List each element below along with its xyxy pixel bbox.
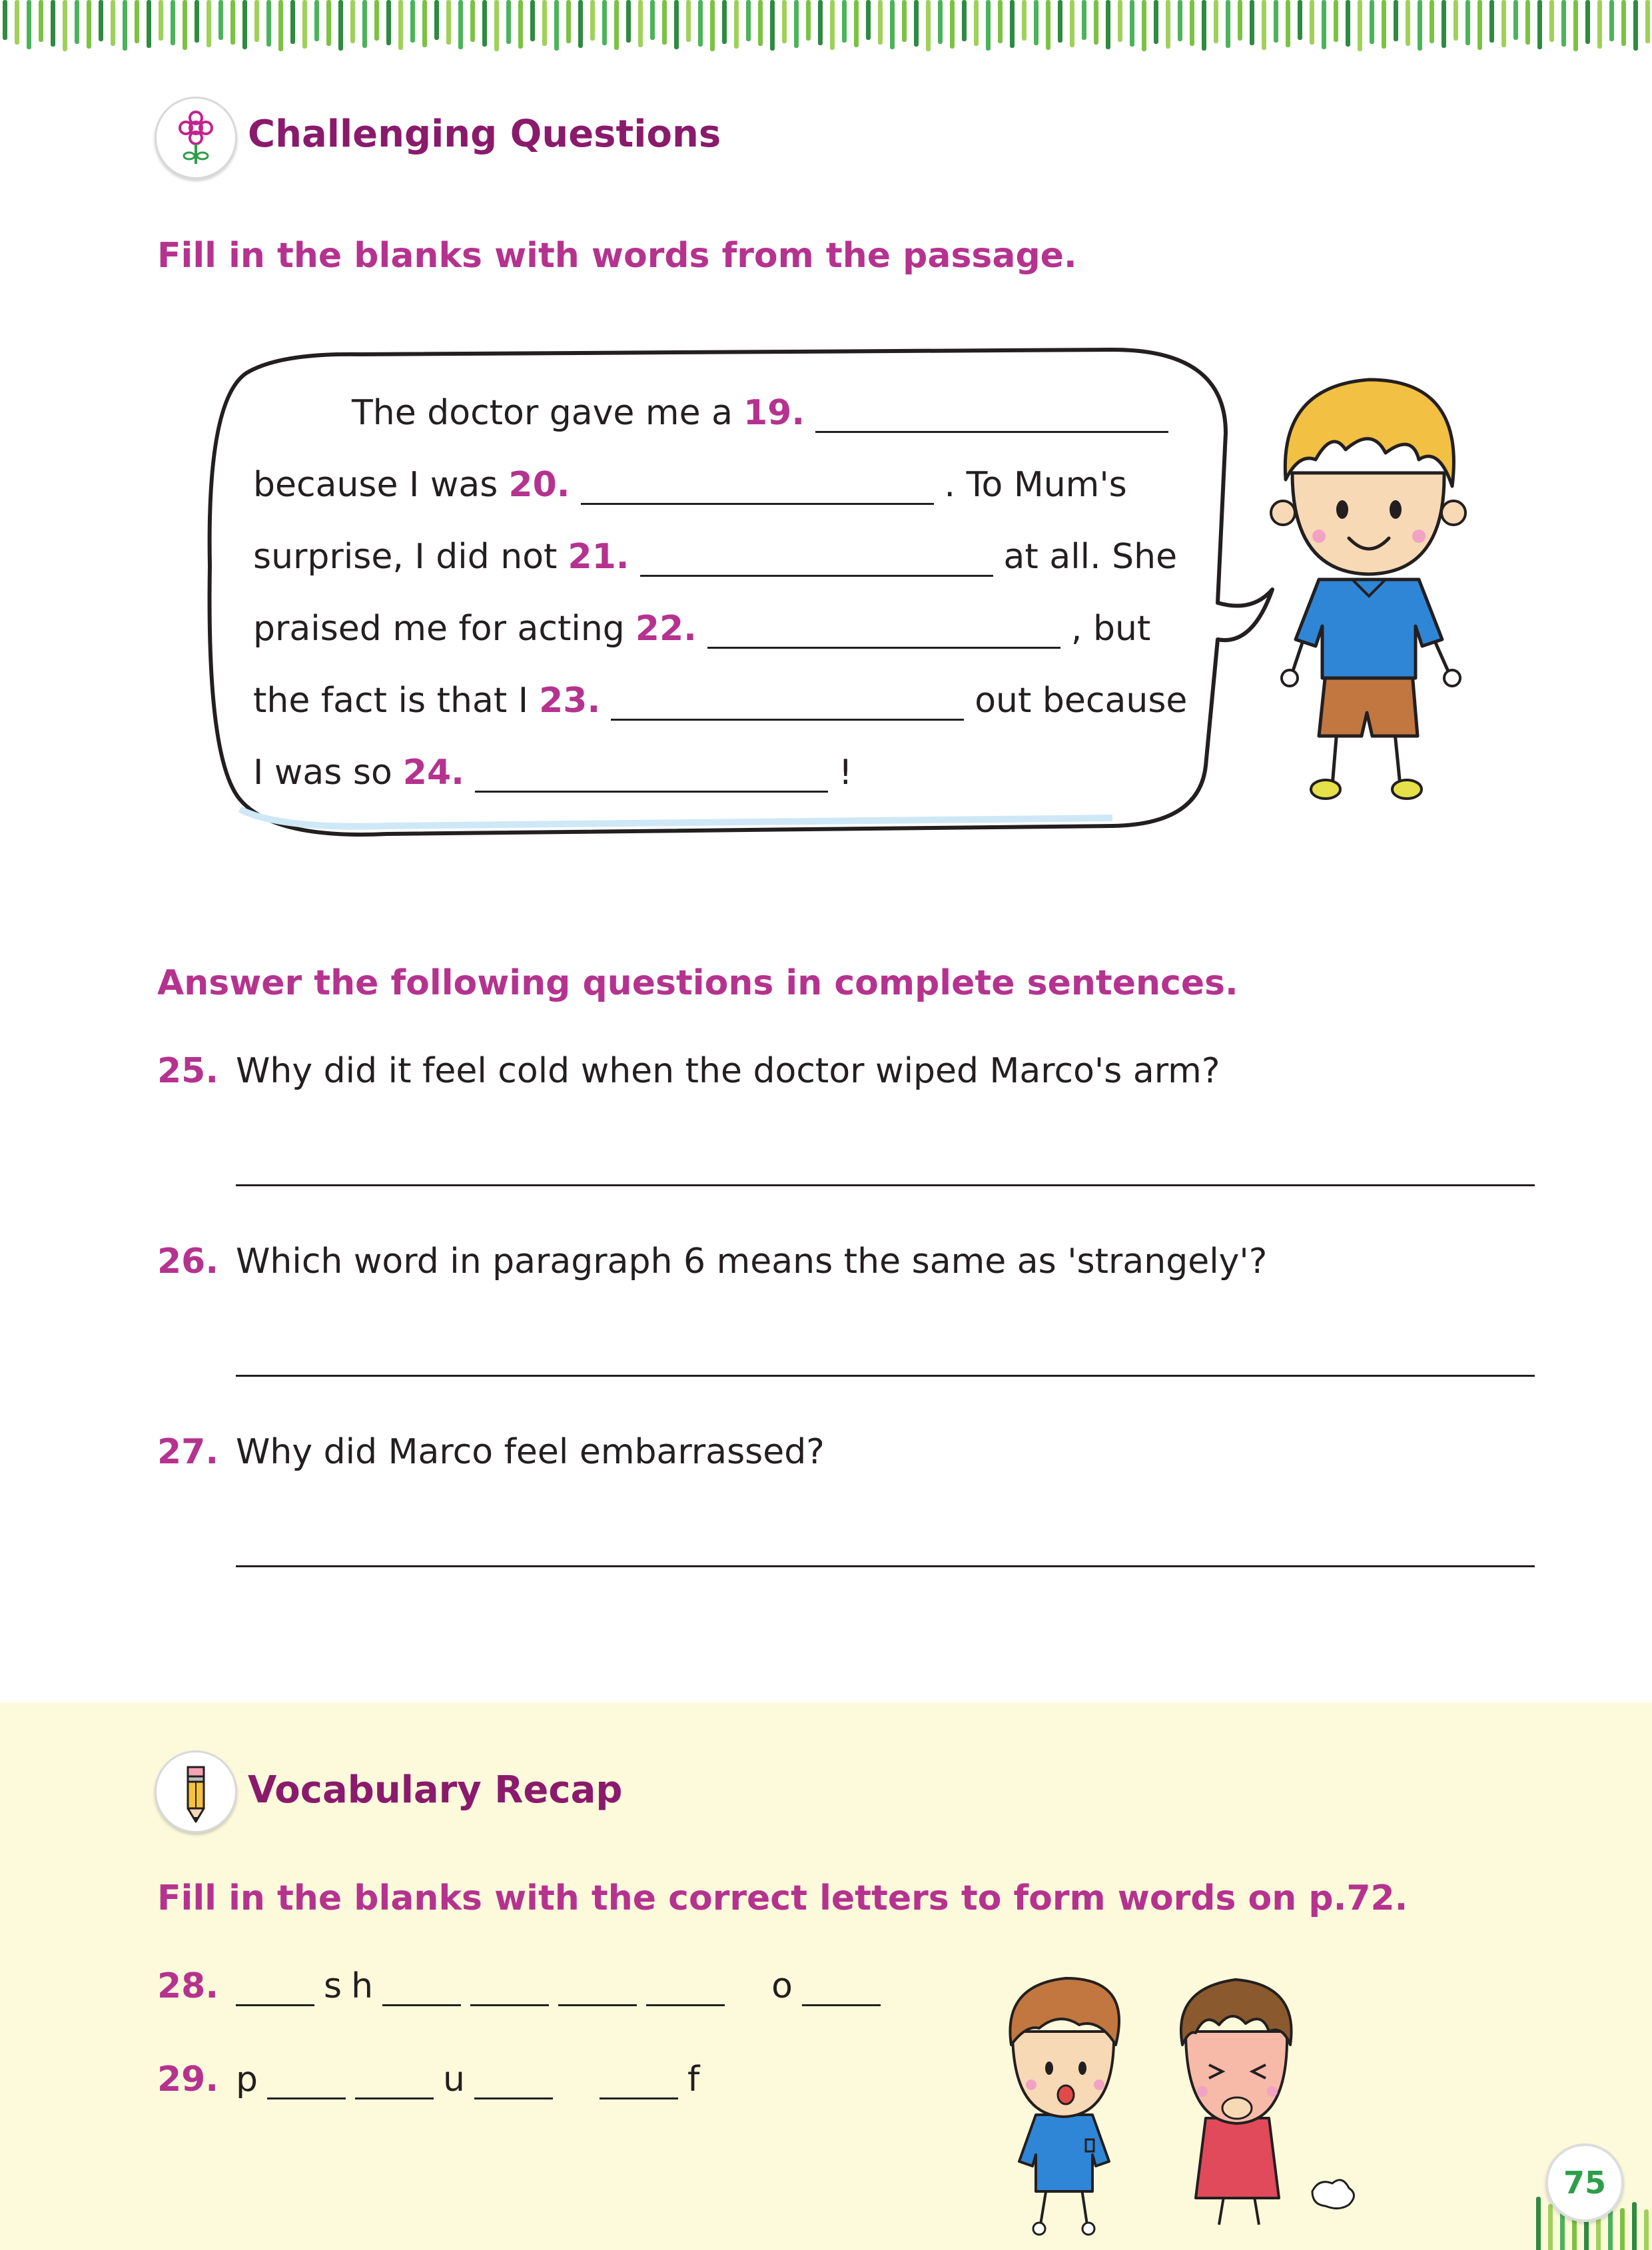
bubble-line-1	[352, 393, 1168, 433]
stripe	[1250, 0, 1254, 45]
stripe	[950, 0, 955, 49]
stripe	[51, 0, 55, 47]
question-number: 24.	[402, 753, 464, 793]
stripe	[458, 0, 463, 49]
stripe	[1190, 0, 1194, 46]
stripe	[1202, 0, 1206, 51]
question-number-28: 28.	[157, 1966, 219, 2006]
blank-23[interactable]	[611, 687, 964, 721]
stripe	[398, 0, 403, 50]
question-text-25: Why did it feel cold when the doctor wiped Marco's arm?	[236, 1051, 1220, 1091]
flower-icon	[155, 97, 237, 179]
stripe	[87, 0, 91, 49]
question-number-25: 25.	[157, 1051, 219, 1091]
stripe	[218, 0, 223, 40]
stripe	[362, 0, 367, 48]
stripe	[986, 0, 991, 51]
stripe	[866, 0, 871, 40]
bubble-text: out because	[975, 681, 1188, 721]
stripe	[338, 0, 343, 51]
stripe	[734, 0, 739, 49]
stripe	[111, 0, 115, 46]
stripe	[902, 0, 907, 42]
stripe	[1442, 0, 1446, 48]
letter-blank[interactable]	[558, 1974, 637, 2006]
stripe	[1322, 0, 1326, 49]
given-letter: s	[324, 1966, 342, 2006]
stripe	[1178, 0, 1182, 41]
stripe	[602, 0, 607, 45]
stripe	[254, 0, 259, 42]
answer-line-26[interactable]	[236, 1375, 1535, 1377]
stripe	[1382, 0, 1386, 49]
instruction-fill-blanks: Fill in the blanks with words from the passage.	[157, 236, 1077, 276]
stripe	[75, 0, 79, 44]
letter-blank[interactable]	[600, 2067, 678, 2099]
stripe	[123, 0, 127, 51]
stripe	[266, 0, 271, 47]
stripe	[674, 0, 679, 49]
stripe	[3, 0, 7, 40]
stripe	[854, 0, 859, 47]
bubble-line-4	[253, 609, 1150, 649]
stripe	[1609, 0, 1614, 41]
question-number: 20.	[508, 465, 570, 505]
bubble-text: praised me for acting	[253, 609, 625, 649]
stripe	[566, 0, 571, 43]
stripe	[1106, 0, 1110, 49]
stripe	[542, 0, 547, 46]
letter-blank[interactable]	[802, 1974, 881, 2006]
question-number: 21.	[568, 537, 629, 577]
stripe	[1597, 0, 1602, 49]
stripe	[147, 0, 151, 48]
stripe	[818, 0, 823, 45]
word-puzzle-28	[236, 1966, 890, 2006]
stripe	[794, 0, 799, 48]
stripe	[1430, 0, 1434, 43]
bubble-line-2	[253, 465, 1127, 505]
given-letter: o	[771, 1966, 793, 2006]
stripe	[446, 0, 451, 45]
stripe	[1489, 0, 1494, 43]
stripe	[314, 0, 319, 41]
stripe	[350, 0, 355, 43]
blank-20[interactable]	[581, 471, 934, 505]
stripe	[99, 0, 103, 41]
stripe	[1644, 2209, 1649, 2250]
bubble-line-3	[253, 537, 1177, 577]
stripe	[590, 0, 595, 41]
bubble-text: because I was	[253, 465, 498, 505]
question-text-26: Which word in paragraph 6 means the same as 'strangely'?	[236, 1242, 1268, 1282]
stripe	[1477, 0, 1482, 50]
question-number: 19.	[743, 393, 805, 433]
stripe	[15, 0, 19, 45]
page-number: 75	[1545, 2143, 1624, 2222]
stripe	[1561, 0, 1566, 47]
stripe	[1537, 0, 1542, 49]
letter-blank[interactable]	[267, 2067, 346, 2099]
stripe	[614, 0, 619, 50]
stripe	[686, 0, 691, 42]
stripe	[63, 0, 67, 51]
stripe	[39, 0, 43, 42]
section-title-challenging: Challenging Questions	[248, 113, 721, 156]
letter-blank[interactable]	[470, 1974, 549, 2006]
letter-blank[interactable]	[382, 1974, 461, 2006]
stripe	[758, 0, 763, 46]
stripe	[890, 0, 895, 49]
stripe	[1358, 0, 1362, 51]
pencil-icon	[155, 1750, 237, 1833]
stripe	[998, 0, 1003, 43]
stripe	[782, 0, 787, 43]
bubble-text: The doctor gave me a	[352, 393, 733, 433]
blank-19[interactable]	[815, 399, 1168, 433]
given-letter: f	[687, 2060, 700, 2099]
letter-blank[interactable]	[646, 1974, 725, 2006]
stripe	[806, 0, 811, 41]
bubble-text: surprise, I did not	[253, 537, 558, 577]
stripe	[938, 0, 943, 44]
stripe	[746, 0, 751, 41]
word-puzzle-29	[236, 2060, 709, 2099]
bubble-line-5	[253, 681, 1187, 721]
stripe	[1406, 0, 1410, 46]
stripe	[1620, 2208, 1625, 2250]
stripe	[842, 0, 847, 43]
question-text-27: Why did Marco feel embarrassed?	[236, 1432, 825, 1472]
stripe	[926, 0, 931, 51]
stripe	[410, 0, 415, 43]
stripe	[230, 0, 235, 45]
stripe	[1453, 0, 1458, 41]
stripe	[1549, 0, 1554, 42]
stripe	[578, 0, 583, 48]
stripe	[878, 0, 883, 45]
stripe	[206, 0, 211, 47]
question-number: 23.	[539, 681, 601, 721]
stripe	[1166, 0, 1170, 49]
stripe	[626, 0, 631, 43]
stripe	[1034, 0, 1038, 45]
stripe	[1525, 0, 1530, 45]
question-number-29: 29.	[157, 2060, 219, 2099]
stripe	[1022, 0, 1027, 41]
bubble-text: I was so	[253, 753, 392, 793]
bubble-text: at all. She	[1003, 537, 1178, 577]
stripe	[1298, 0, 1302, 40]
given-letter: u	[443, 2060, 465, 2099]
stripe	[1418, 0, 1422, 51]
stripe	[1142, 0, 1146, 51]
stripe	[638, 0, 643, 47]
stripe	[554, 0, 559, 51]
stripe	[1118, 0, 1122, 42]
stripe	[482, 0, 487, 47]
top-stripe-border	[0, 0, 1652, 53]
boy-illustration	[1252, 360, 1492, 813]
stripe	[1262, 0, 1266, 50]
letter-blank[interactable]	[474, 2067, 553, 2099]
stripe	[1632, 2202, 1637, 2250]
stripe	[1070, 0, 1074, 47]
stripe	[1536, 2197, 1541, 2250]
stripe	[1370, 0, 1374, 44]
answer-line-27[interactable]	[236, 1565, 1535, 1567]
stripe	[135, 0, 139, 43]
stripe	[830, 0, 835, 50]
stripe	[1286, 0, 1290, 47]
stripe	[1621, 0, 1626, 46]
stripe	[1082, 0, 1086, 40]
stripe	[171, 0, 175, 45]
stripe	[1633, 0, 1638, 51]
bubble-text: the fact is that I	[253, 681, 529, 721]
stripe	[494, 0, 499, 51]
stripe	[1394, 0, 1398, 41]
stripe	[1346, 0, 1350, 47]
stripe	[1058, 0, 1062, 43]
stripe	[1548, 2204, 1553, 2250]
blank-22[interactable]	[707, 615, 1060, 649]
section-title-vocabulary: Vocabulary Recap	[248, 1768, 623, 1812]
question-number-26: 26.	[157, 1242, 219, 1282]
stripe	[1214, 0, 1218, 43]
stripe	[1226, 0, 1230, 48]
bubble-text: !	[838, 753, 853, 793]
answer-line-25[interactable]	[236, 1184, 1535, 1186]
question-number: 22.	[635, 609, 697, 649]
stripe	[470, 0, 475, 42]
stripe	[1130, 0, 1134, 47]
stripe	[710, 0, 715, 51]
stripe	[326, 0, 331, 46]
letter-blank[interactable]	[355, 2067, 434, 2099]
stripe	[1238, 0, 1242, 41]
given-letter: p	[236, 2060, 258, 2099]
stripe	[974, 0, 979, 46]
stripe	[302, 0, 307, 49]
bubble-text: , but	[1070, 609, 1151, 649]
stripe	[1334, 0, 1338, 42]
stripe	[1573, 0, 1578, 51]
stripe	[1046, 0, 1050, 50]
stripe	[770, 0, 775, 51]
stripe	[1465, 0, 1470, 45]
blank-21[interactable]	[640, 543, 993, 577]
stripe	[698, 0, 703, 47]
stripe	[506, 0, 511, 44]
stripe	[1010, 0, 1015, 48]
stripe	[962, 0, 967, 41]
stripe	[662, 0, 667, 45]
stripe	[1645, 0, 1650, 43]
stripe	[650, 0, 655, 40]
stripe	[1154, 0, 1158, 44]
stripe	[1310, 0, 1314, 45]
stripe	[722, 0, 727, 44]
stripe	[422, 0, 427, 47]
stripe	[183, 0, 187, 50]
stripe	[159, 0, 163, 41]
stripe	[195, 0, 199, 43]
two-kids-illustration	[999, 1972, 1372, 2238]
stripe	[374, 0, 379, 41]
stripe	[1501, 0, 1506, 47]
bubble-line-6	[253, 753, 853, 793]
bubble-text: . To Mum's	[944, 465, 1127, 505]
stripe	[518, 0, 523, 49]
question-number-27: 27.	[157, 1432, 219, 1472]
given-letter: h	[351, 1966, 374, 2006]
instruction-vocabulary: Fill in the blanks with the correct letters to form words on p.72.	[157, 1878, 1408, 1918]
stripe	[1513, 0, 1518, 40]
stripe	[530, 0, 535, 41]
stripe	[27, 0, 31, 49]
stripe	[1094, 0, 1098, 45]
stripe	[386, 0, 391, 45]
letter-blank[interactable]	[236, 1974, 314, 2006]
stripe	[290, 0, 295, 44]
stripe	[1274, 0, 1278, 43]
stripe	[242, 0, 247, 49]
stripe	[278, 0, 283, 51]
instruction-answer-questions: Answer the following questions in complete sentences.	[157, 963, 1238, 1003]
stripe	[914, 0, 919, 47]
blank-24[interactable]	[475, 759, 828, 793]
stripe	[434, 0, 439, 40]
stripe	[1585, 0, 1590, 44]
